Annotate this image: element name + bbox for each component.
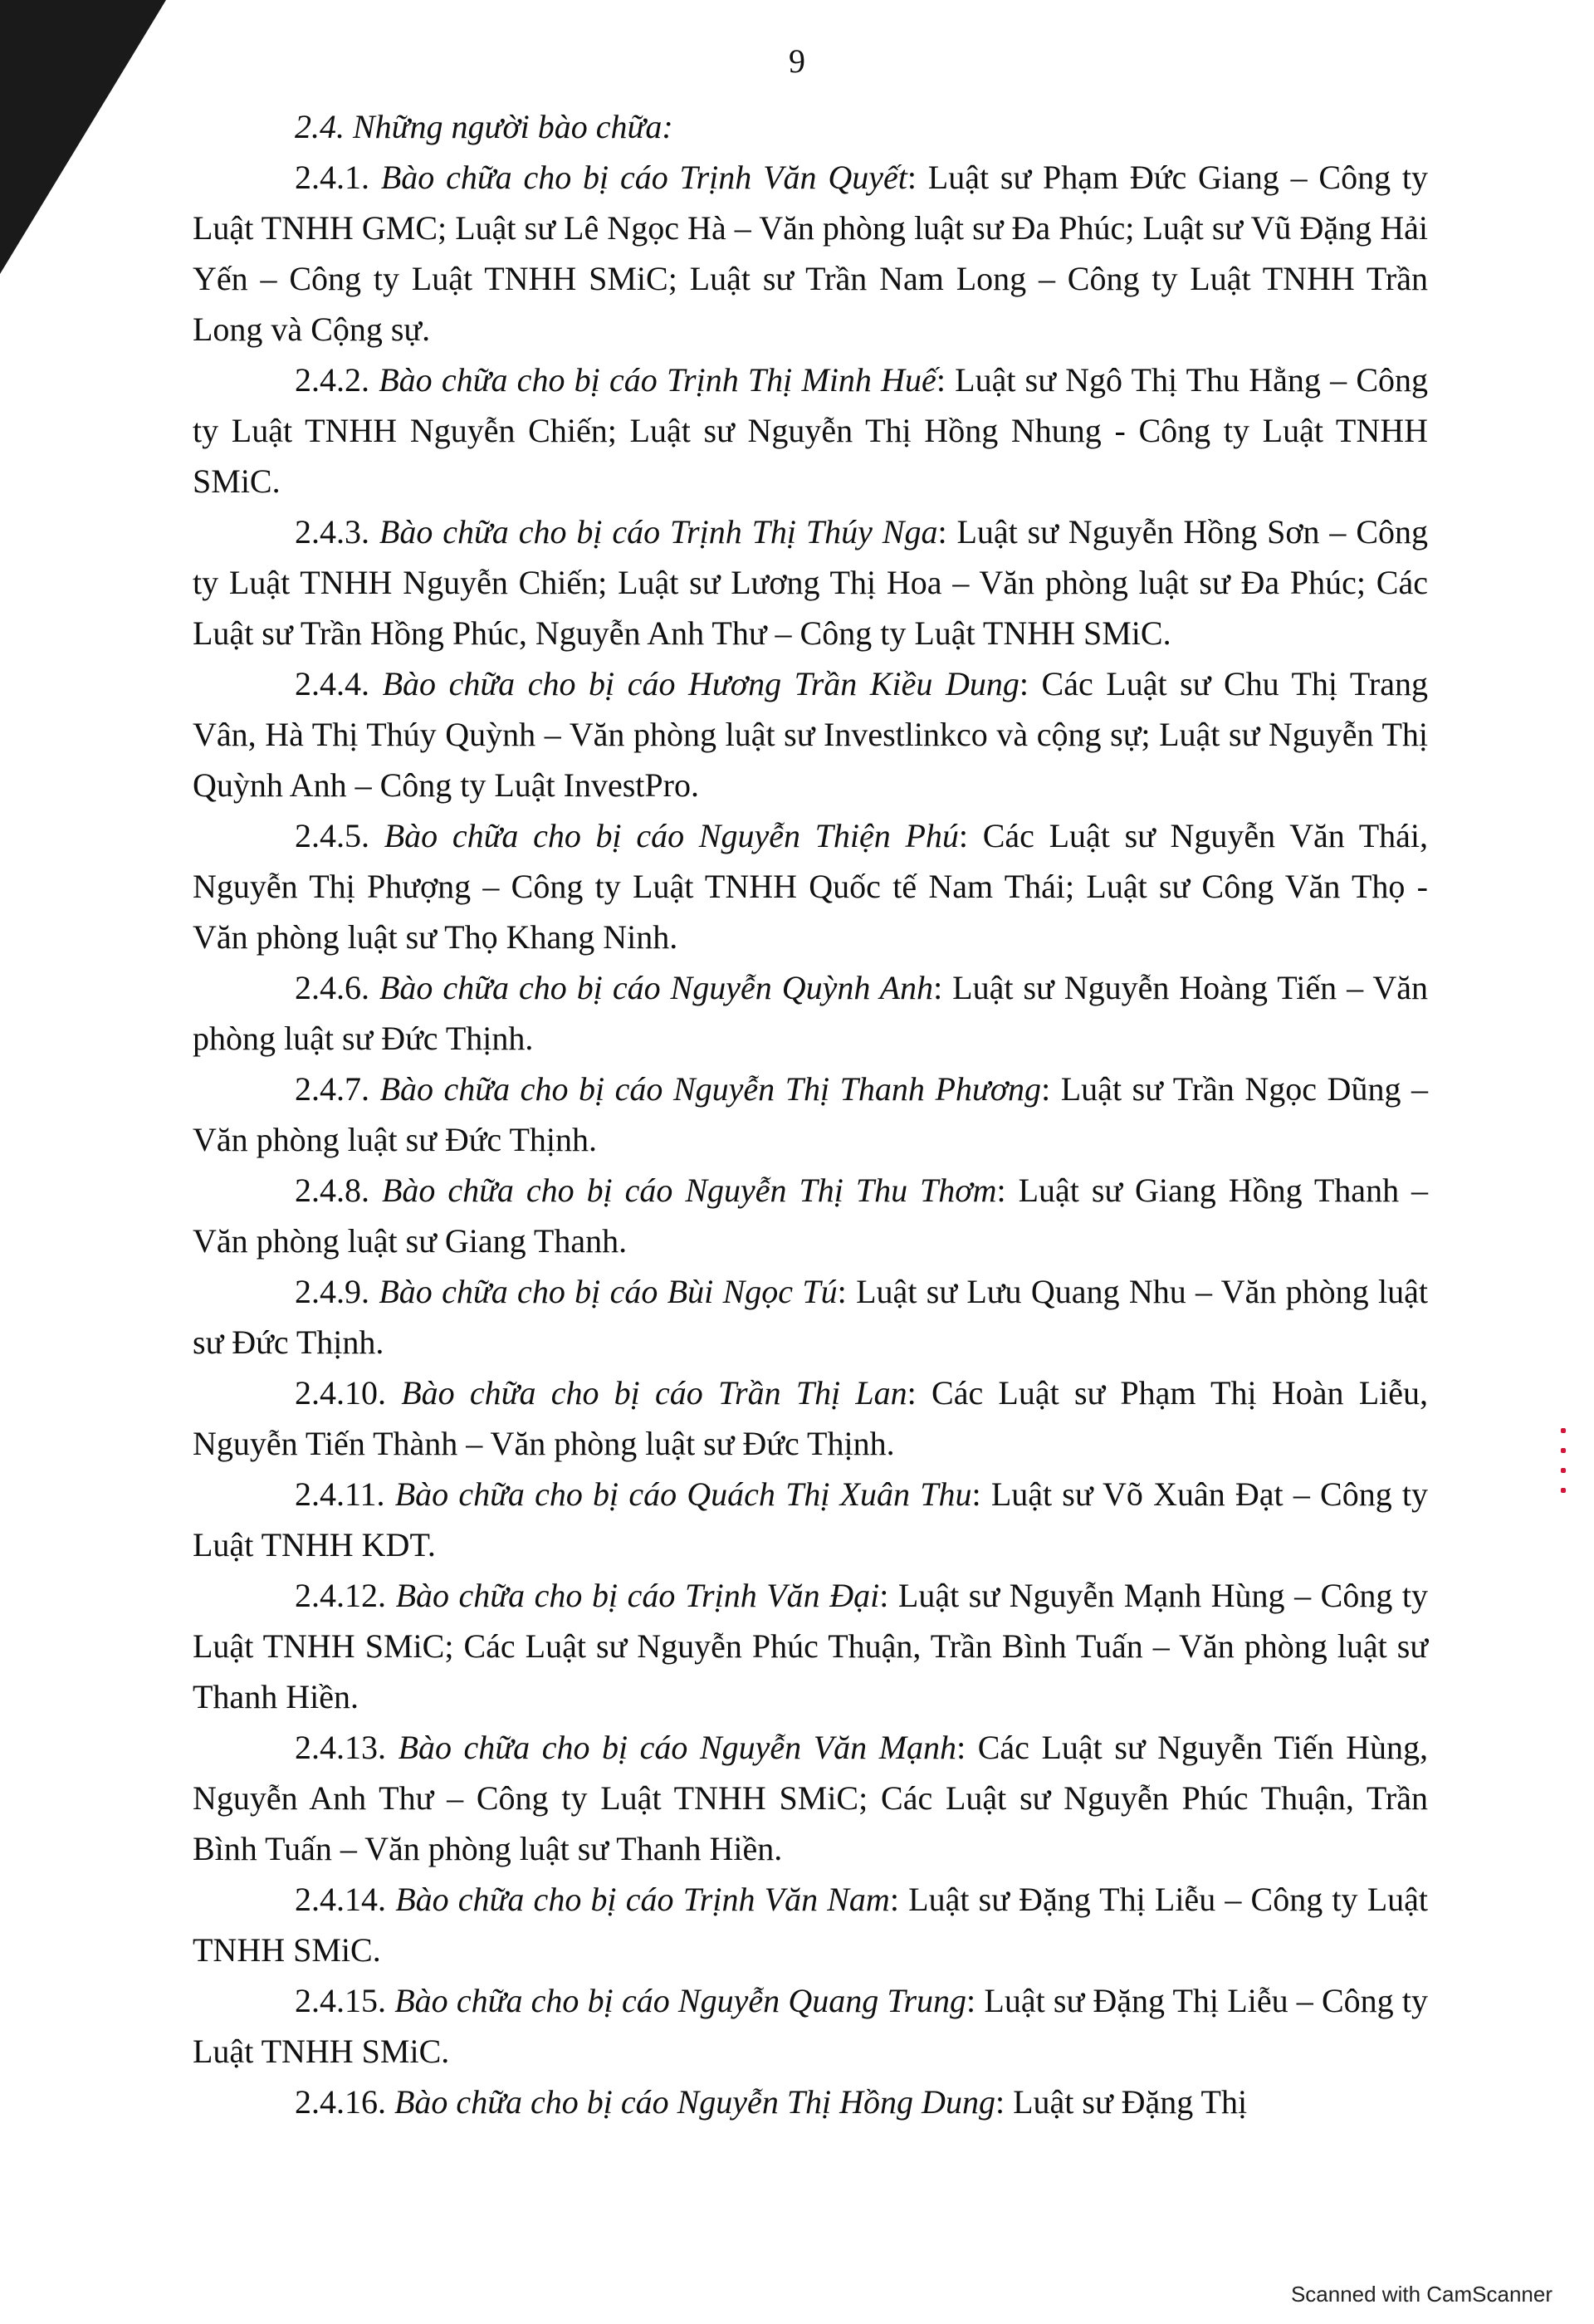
defendant-label: Bào chữa cho bị cáo Trịnh Văn Quyết xyxy=(380,159,907,196)
lawyers-text: Luật sư Đặng Thị Liễu – Công ty Luật TNHH SMiC. xyxy=(193,1982,1429,2070)
defendant-label: Bào chữa cho bị cáo Nguyễn Thị Thanh Phương xyxy=(379,1070,1042,1108)
defendant-label: Bào chữa cho bị cáo Nguyễn Thị Thu Thơm xyxy=(381,1172,997,1209)
defendant-label: Bào chữa cho bị cáo Trịnh Văn Nam xyxy=(395,1881,890,1918)
defendant-label: Bào chữa cho bị cáo Trịnh Thị Minh Huế xyxy=(379,361,936,399)
lawyers-text: Luật sư Lưu Quang Nhu – Văn phòng luật sư Đức Thịnh. xyxy=(193,1273,1428,1361)
defense-paragraph: 2.4.12. Bào chữa cho bị cáo Trịnh Văn Đại: Luật sư Nguyễn Mạnh Hùng – Công ty Luật TNHH SMiC; Các Luật sư Nguyễn Phúc Thuận, Trần Bình Tuấn – Văn phòng luật sư Thanh Hiền. xyxy=(193,1577,1429,1715)
paragraph-number: 2.4.16. xyxy=(295,2083,386,2121)
defense-paragraph: 2.4.13. Bào chữa cho bị cáo Nguyễn Văn Mạnh: Các Luật sư Nguyễn Tiến Hùng, Nguyễn Anh Thư – Công ty Luật TNHH SMiC; Các Luật sư Nguyễn Phúc Thuận, Trần Bình Tuấn – Văn phòng luật sư Thanh Hiền. xyxy=(193,1729,1428,1867)
paragraph-number: 2.4.10. xyxy=(295,1374,386,1412)
paragraph-number: 2.4.2. xyxy=(295,361,369,399)
defendant-label: Bào chữa cho bị cáo Hương Trần Kiều Dung xyxy=(382,665,1019,702)
paragraph-number: 2.4.15. xyxy=(295,1982,386,2019)
page-number: 9 xyxy=(789,42,805,80)
paragraph-number: 2.4.9. xyxy=(295,1273,369,1310)
defendant-label: Bào chữa cho bị cáo Trịnh Văn Đại xyxy=(395,1577,880,1614)
lawyers-text: Các Luật sư Nguyễn Tiến Hùng, Nguyễn Anh Thư – Công ty Luật TNHH SMiC; Các Luật sư Nguyễn Phúc Thuận, Trần Bình Tuấn – Văn phòng luật sư Thanh Hiền. xyxy=(193,1729,1428,1867)
paragraph-number: 2.4.5. xyxy=(295,817,369,854)
paragraph-number: 2.4.7. xyxy=(295,1070,369,1108)
defense-paragraph: 2.4.10. Bào chữa cho bị cáo Trần Thị Lan: Các Luật sư Phạm Thị Hoàn Liễu, Nguyễn Tiến Thành – Văn phòng luật sư Đức Thịnh. xyxy=(193,1374,1428,1462)
red-margin-marks xyxy=(1561,1428,1569,1528)
lawyers-text: Các Luật sư Phạm Thị Hoàn Liễu, Nguyễn Tiến Thành – Văn phòng luật sư Đức Thịnh. xyxy=(193,1374,1428,1462)
paragraph-number: 2.4.12. xyxy=(295,1577,386,1614)
defense-paragraph: 2.4.3. Bào chữa cho bị cáo Trịnh Thị Thúy Nga: Luật sư Nguyễn Hồng Sơn – Công ty Luật TNHH Nguyễn Chiến; Luật sư Lương Thị Hoa – Văn phòng luật sư Đa Phúc; Các Luật sư Trần Hồng Phúc, Nguyễn Anh Thư – Công ty Luật TNHH SMiC. xyxy=(193,513,1428,652)
paragraph-number: 2.4.1. xyxy=(295,159,369,196)
defense-paragraph: 2.4.6. Bào chữa cho bị cáo Nguyễn Quỳnh Anh: Luật sư Nguyễn Hoàng Tiến – Văn phòng luật sư Đức Thịnh. xyxy=(193,969,1429,1057)
defendant-label: Bào chữa cho bị cáo Bùi Ngọc Tú xyxy=(379,1273,838,1310)
defense-paragraph: 2.4.2. Bào chữa cho bị cáo Trịnh Thị Minh Huế: Luật sư Ngô Thị Thu Hằng – Công ty Luật TNHH Nguyễn Chiến; Luật sư Nguyễn Thị Hồng Nhung - Công ty Luật TNHH SMiC. xyxy=(193,361,1429,500)
defendant-label: Bào chữa cho bị cáo Nguyễn Thị Hồng Dung xyxy=(394,2083,995,2121)
paragraph-number: 2.4.8. xyxy=(295,1172,369,1209)
section-heading: 2.4. Những người bào chữa: xyxy=(295,108,673,145)
camscanner-watermark: Scanned with CamScanner xyxy=(1290,2282,1552,2307)
defense-paragraph: 2.4.7. Bào chữa cho bị cáo Nguyễn Thị Thanh Phương: Luật sư Trần Ngọc Dũng – Văn phòng luật sư Đức Thịnh. xyxy=(193,1070,1429,1158)
lawyers-text: Luật sư Nguyễn Hoàng Tiến – Văn phòng luật sư Đức Thịnh. xyxy=(193,969,1429,1057)
defense-paragraph: 2.4.9. Bào chữa cho bị cáo Bùi Ngọc Tú: Luật sư Lưu Quang Nhu – Văn phòng luật sư Đức Thịnh. xyxy=(193,1273,1428,1361)
defendant-label: Bào chữa cho bị cáo Nguyễn Thiện Phú xyxy=(384,817,959,854)
defendant-label: Bào chữa cho bị cáo Quách Thị Xuân Thu xyxy=(394,1475,972,1513)
lawyers-text: Luật sư Nguyễn Mạnh Hùng – Công ty Luật TNHH SMiC; Các Luật sư Nguyễn Phúc Thuận, Trần Bình Tuấn – Văn phòng luật sư Thanh Hiền. xyxy=(193,1577,1429,1715)
paragraph-list xyxy=(193,152,1428,2127)
defense-paragraph: 2.4.8. Bào chữa cho bị cáo Nguyễn Thị Thu Thơm: Luật sư Giang Hồng Thanh – Văn phòng luật sư Giang Thanh. xyxy=(193,1172,1429,1260)
defendant-label: Bào chữa cho bị cáo Nguyễn Văn Mạnh xyxy=(398,1729,957,1766)
paragraph-number: 2.4.11. xyxy=(295,1475,385,1513)
lawyers-text: Luật sư Trần Ngọc Dũng – Văn phòng luật sư Đức Thịnh. xyxy=(193,1070,1429,1158)
defense-paragraph: 2.4.15. Bào chữa cho bị cáo Nguyễn Quang Trung: Luật sư Đặng Thị Liễu – Công ty Luật TNHH SMiC. xyxy=(193,1982,1429,2070)
defense-paragraph: 2.4.16. Bào chữa cho bị cáo Nguyễn Thị Hồng Dung: Luật sư Đặng Thị xyxy=(295,2083,1248,2121)
defendant-label: Bào chữa cho bị cáo Nguyễn Quang Trung xyxy=(394,1982,967,2019)
paragraph-number: 2.4.4. xyxy=(295,665,369,702)
defense-paragraph: 2.4.4. Bào chữa cho bị cáo Hương Trần Kiều Dung: Các Luật sư Chu Thị Trang Vân, Hà Thị Thúy Quỳnh – Văn phòng luật sư Investlinkco và cộng sự; Luật sư Nguyễn Thị Quỳnh Anh – Công ty Luật InvestPro. xyxy=(193,665,1428,804)
defendant-label: Bào chữa cho bị cáo Trịnh Thị Thúy Nga xyxy=(379,513,938,550)
paragraph-number: 2.4.3. xyxy=(295,513,369,550)
defendant-label: Bào chữa cho bị cáo Nguyễn Quỳnh Anh xyxy=(379,969,934,1006)
lawyers-text: Luật sư Đặng Thị Liễu – Công ty Luật TNHH SMiC. xyxy=(193,1881,1429,1969)
paragraph-number: 2.4.6. xyxy=(295,969,369,1006)
document-body xyxy=(193,101,1428,2127)
lawyers-text: Luật sư Giang Hồng Thanh – Văn phòng luật sư Giang Thanh. xyxy=(193,1172,1429,1260)
defendant-label: Bào chữa cho bị cáo Trần Thị Lan xyxy=(401,1374,907,1412)
defense-paragraph: 2.4.14. Bào chữa cho bị cáo Trịnh Văn Nam: Luật sư Đặng Thị Liễu – Công ty Luật TNHH SMiC. xyxy=(193,1881,1429,1969)
lawyers-text: Luật sư Ngô Thị Thu Hằng – Công ty Luật TNHH Nguyễn Chiến; Luật sư Nguyễn Thị Hồng Nhung - Công ty Luật TNHH SMiC. xyxy=(193,361,1429,500)
lawyers-text: Luật sư Nguyễn Hồng Sơn – Công ty Luật TNHH Nguyễn Chiến; Luật sư Lương Thị Hoa – Văn phòng luật sư Đa Phúc; Các Luật sư Trần Hồng Phúc, Nguyễn Anh Thư – Công ty Luật TNHH SMiC. xyxy=(193,513,1428,652)
paragraph-number: 2.4.14. xyxy=(295,1881,386,1918)
lawyers-text: Luật sư Võ Xuân Đạt – Công ty Luật TNHH KDT. xyxy=(193,1475,1429,1563)
defense-paragraph: 2.4.1. Bào chữa cho bị cáo Trịnh Văn Quyết: Luật sư Phạm Đức Giang – Công ty Luật TNHH GMC; Luật sư Lê Ngọc Hà – Văn phòng luật sư Đa Phúc; Luật sư Vũ Đặng Hải Yến – Công ty Luật TNHH SMiC; Luật sư Trần Nam Long – Công ty Luật TNHH Trần Long và Cộng sự. xyxy=(193,159,1429,348)
paragraph-number: 2.4.13. xyxy=(295,1729,386,1766)
lawyers-text: Các Luật sư Nguyễn Văn Thái, Nguyễn Thị Phượng – Công ty Luật TNHH Quốc tế Nam Thái; Luật sư Công Văn Thọ - Văn phòng luật sư Thọ Khang Ninh. xyxy=(193,817,1429,956)
defense-paragraph: 2.4.5. Bào chữa cho bị cáo Nguyễn Thiện Phú: Các Luật sư Nguyễn Văn Thái, Nguyễn Thị Phượng – Công ty Luật TNHH Quốc tế Nam Thái; Luật sư Công Văn Thọ - Văn phòng luật sư Thọ Khang Ninh. xyxy=(193,817,1429,956)
lawyers-text: Luật sư Phạm Đức Giang – Công ty Luật TNHH GMC; Luật sư Lê Ngọc Hà – Văn phòng luật sư Đa Phúc; Luật sư Vũ Đặng Hải Yến – Công ty Luật TNHH SMiC; Luật sư Trần Nam Long – Công ty Luật TNHH Trần Long và Cộng sự. xyxy=(193,159,1429,348)
defense-paragraph: 2.4.11. Bào chữa cho bị cáo Quách Thị Xuân Thu: Luật sư Võ Xuân Đạt – Công ty Luật TNHH KDT. xyxy=(193,1475,1429,1563)
lawyers-text: Các Luật sư Chu Thị Trang Vân, Hà Thị Thúy Quỳnh – Văn phòng luật sư Investlinkco và cộng sự; Luật sư Nguyễn Thị Quỳnh Anh – Công ty Luật InvestPro. xyxy=(193,665,1428,804)
lawyers-text: Luật sư Đặng Thị xyxy=(1013,2083,1248,2121)
